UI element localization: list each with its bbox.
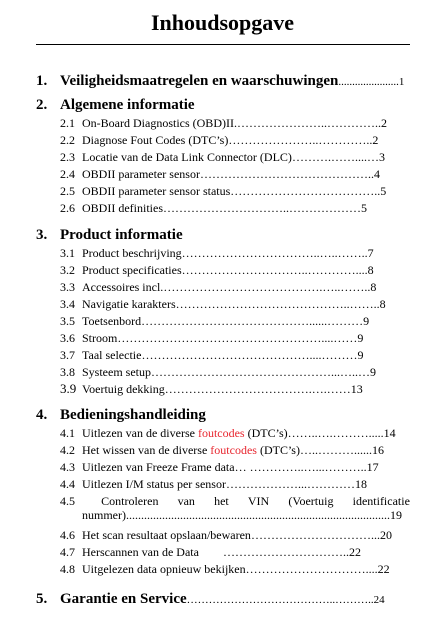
item-word: VIN <box>247 494 270 508</box>
item-text: Uitlezen van Freeze Frame data… <box>82 460 247 474</box>
toc-item-4-7[interactable] <box>60 545 410 559</box>
section-title: Garantie en Service <box>60 591 187 607</box>
item-text: OBDII definities <box>82 201 163 215</box>
leader-dots: …………………..………….. <box>236 116 381 130</box>
item-text: OBDII parameter sensor <box>82 167 200 181</box>
section-number: 4. <box>36 407 48 423</box>
toc-item-3-4[interactable] <box>60 297 410 311</box>
toc-item-3-7[interactable] <box>60 348 410 362</box>
page-number: 5 <box>360 201 367 215</box>
item-number: 4.2 <box>60 443 75 457</box>
item-number: 4.4 <box>60 477 75 491</box>
item-text: Product specificaties <box>82 263 182 277</box>
item-word: Controleren <box>101 494 159 508</box>
item-text: Stroom <box>82 331 118 345</box>
toc-item-2-4[interactable] <box>60 167 410 181</box>
item-text: Diagnose Fout Codes (DTC’s) <box>82 133 229 147</box>
item-text: Systeem setup <box>82 365 151 379</box>
leader-dots: ……………………………….….…… <box>164 382 351 396</box>
item-number: 3.6 <box>60 331 75 345</box>
item-text: Toetsenbord <box>82 314 142 328</box>
toc-item-2-1[interactable] <box>60 116 410 130</box>
toc-item-3-8[interactable] <box>60 365 410 379</box>
page-number: 14 <box>383 426 396 440</box>
leader-dots: ........................................................................................ <box>126 508 390 522</box>
item-text-highlight: foutcodes <box>210 443 257 457</box>
leader-dots: …………………………..……………… <box>162 201 361 215</box>
page-number: 8 <box>379 297 386 311</box>
leader-dots: ……………………………….. <box>230 184 381 198</box>
page-number: 9 <box>357 331 364 345</box>
leader-dots: …………………………………….. <box>199 167 374 181</box>
toc-section-4[interactable] <box>36 406 410 424</box>
item-text: Product beschrijving <box>82 246 182 260</box>
page-number: 9 <box>357 348 364 362</box>
item-number: 3.5 <box>60 314 75 328</box>
toc-item-2-5[interactable] <box>60 184 410 198</box>
item-text: Het scan resultaat opslaan/bewaren <box>82 528 251 542</box>
toc-item-4-1[interactable] <box>60 426 410 440</box>
item-number: 3.3 <box>60 280 75 294</box>
page-title: Inhoudsopgave <box>150 10 295 35</box>
leader-dots: …………………………... <box>250 528 380 542</box>
leader-dots: ………………………….... <box>245 562 378 576</box>
section-title: Bedieningshandleiding <box>60 407 206 423</box>
item-text: Voertuig dekking <box>82 382 165 396</box>
page-number: 5 <box>380 184 387 198</box>
section-title: Algemene informatie <box>60 97 195 113</box>
page-number: 8 <box>367 263 374 277</box>
page-number: 1 <box>398 76 405 88</box>
leader-dots: …………..…...……….. <box>246 460 367 474</box>
leader-dots: …………………..………….. <box>228 133 373 147</box>
section-title: Veiligheidsmaatregelen en waarschuwingen <box>60 73 339 89</box>
section-number: 3. <box>36 227 48 243</box>
item-text: On-Board Diagnostics (OBD)II. <box>82 116 237 130</box>
item-number: 4.5 <box>60 494 75 508</box>
item-number: 2.6 <box>60 201 75 215</box>
toc-item-4-2[interactable] <box>60 443 410 457</box>
item-text: Uitlezen I/M status per sensor <box>82 477 226 491</box>
toc-item-4-3[interactable] <box>60 460 410 474</box>
toc-item-3-9[interactable] <box>60 382 410 396</box>
item-text: Herscannen van de Data <box>82 545 199 559</box>
page-number: 3 <box>378 150 385 164</box>
leader-dots: ………………………………………...…..… <box>151 365 370 379</box>
toc-item-4-4[interactable] <box>60 477 410 491</box>
page-number: 16 <box>371 443 384 457</box>
leader-dots: ……..….………..... <box>287 426 384 440</box>
section-number: 5. <box>36 591 48 607</box>
page-number: 9 <box>370 365 376 379</box>
page-number: 9 <box>363 314 370 328</box>
leader-dots: ……………………………………....……… <box>141 348 358 362</box>
page-number: 8 <box>370 280 377 294</box>
page-number: 4 <box>373 167 380 181</box>
leader-dots: ……………………………………………....…… <box>117 331 358 345</box>
toc-section-1[interactable] <box>36 72 410 91</box>
page-number: 2 <box>372 133 379 147</box>
toc-item-3-5[interactable] <box>60 314 410 328</box>
item-text: Accessoires incl. <box>82 280 164 294</box>
title-divider <box>36 44 410 45</box>
page-number: 20 <box>379 528 392 542</box>
leader-dots: ……………………………………......……… <box>141 314 364 328</box>
toc-item-3-3[interactable] <box>60 280 410 294</box>
page-number: 18 <box>354 477 367 491</box>
leader-dots: ……………………………..…..…….. <box>181 246 368 260</box>
item-number: 3.1 <box>60 246 75 260</box>
item-text: (DTC’s) <box>256 443 300 457</box>
item-word: van <box>177 494 195 508</box>
leader-dots: …..………...... <box>299 443 372 457</box>
item-number: 3.4 <box>60 297 75 311</box>
page-number: 2 <box>380 116 387 130</box>
item-number: 4.8 <box>60 562 75 576</box>
leader-dots: ……………………………………..…….. <box>175 297 380 311</box>
item-text: nummer) <box>82 508 126 522</box>
item-text: Navigatie karakters <box>82 297 176 311</box>
toc-item-3-6[interactable] <box>60 331 410 345</box>
leader-dots: ...................... <box>338 76 399 88</box>
item-number: 3.9 <box>60 382 77 396</box>
leader-dots: …………………………………..……….. <box>186 594 374 606</box>
item-text: (DTC’s) <box>244 426 288 440</box>
item-number: 2.2 <box>60 133 75 147</box>
item-number: 3.7 <box>60 348 75 362</box>
section-number: 2. <box>36 97 48 113</box>
item-number: 4.7 <box>60 545 75 559</box>
page-number: 19 <box>390 508 402 522</box>
item-text: Uitgelezen data opnieuw bekijken <box>82 562 246 576</box>
section-title: Product informatie <box>60 227 183 243</box>
page-number: 17 <box>366 460 379 474</box>
item-number: 2.5 <box>60 184 75 198</box>
toc-item-4-6[interactable] <box>60 528 410 542</box>
toc-section-3[interactable] <box>36 226 410 244</box>
item-number: 2.4 <box>60 167 75 181</box>
item-text-highlight: foutcodes <box>197 426 245 440</box>
page-number: 24 <box>373 594 385 606</box>
toc-item-3-2[interactable] <box>60 263 410 277</box>
toc-item-2-3[interactable] <box>60 150 410 164</box>
page-number: 22 <box>348 545 361 559</box>
toc-section-5[interactable] <box>36 590 410 609</box>
item-word: identificatie <box>352 494 410 508</box>
toc-item-2-2[interactable] <box>60 133 410 147</box>
page-number: 7 <box>367 246 374 260</box>
leader-dots: ………………...………… <box>225 477 355 491</box>
item-number: 4.1 <box>60 426 75 440</box>
item-number: 2.1 <box>60 116 75 130</box>
page-number: 22 <box>377 562 390 576</box>
item-number: 4.3 <box>60 460 75 474</box>
section-number: 1. <box>36 73 48 89</box>
item-text: Uitlezen van de diverse <box>82 426 198 440</box>
item-number: 4.6 <box>60 528 75 542</box>
item-word: (Voertuig <box>288 494 334 508</box>
leader-dots: ……….……....… <box>291 150 379 164</box>
toc-item-2-6[interactable] <box>60 201 410 215</box>
toc-item-4-8[interactable] <box>60 562 410 576</box>
item-number: 2.3 <box>60 150 75 164</box>
page-number: 13 <box>350 382 363 396</box>
leader-dots: …………………………..………….... <box>181 263 368 277</box>
item-text: Het wissen van de diverse <box>82 443 211 457</box>
leader-dots: ………………………………….…..…….. <box>163 280 371 294</box>
item-word: het <box>214 494 229 508</box>
item-text: Locatie van de Data Link Connector (DLC) <box>82 150 292 164</box>
item-number: 3.8 <box>60 365 75 379</box>
item-number: 3.2 <box>60 263 75 277</box>
toc-section-2[interactable] <box>36 96 410 114</box>
toc-item-3-1[interactable] <box>60 246 410 260</box>
item-text: OBDII parameter sensor status <box>82 184 231 198</box>
toc-item-4-5[interactable] <box>60 494 410 522</box>
leader-dots: ………………………….. <box>198 545 349 559</box>
item-text: Taal selectie <box>82 348 142 362</box>
